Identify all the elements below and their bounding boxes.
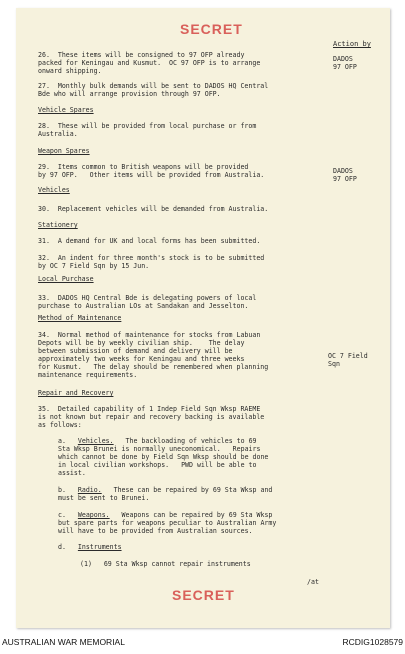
para-32-line-1: 32. An indent for three month's stock is to be submitted [38, 254, 265, 262]
sub-item-a [58, 437, 257, 445]
sub-item-b [58, 486, 272, 494]
para-34-action-1: OC 7 Field [328, 352, 368, 360]
para-34-line-1: 34. Normal method of maintenance for stocks from Labuan [38, 331, 261, 339]
para-33-line-1: 33. DADOS HQ Central Bde is delegating powers of local [38, 294, 257, 302]
para-26-action-2: 97 OFP [333, 63, 357, 71]
heading-method-of-maintenance: Method of Maintenance [38, 314, 122, 322]
para-27-line-2: Bde who will arrange provision through 97 OFP. [38, 90, 221, 98]
sub-item-c-line-3: will have to be provided from Australian sources. [58, 527, 253, 535]
heading-vehicles: Vehicles [38, 186, 70, 194]
para-35-line-2: is not known but repair and recovery backing is available [38, 413, 265, 421]
continuation-mark: /at [307, 578, 319, 586]
para-29-line-2: by 97 OFP. Other items will be provided from Australia. [38, 171, 265, 179]
para-34-line-6: maintenance requirements. [38, 371, 138, 379]
para-26-line-2: packed for Keningau and Kusmut. OC 97 OFP is to arrange [38, 59, 261, 67]
para-26-action-1: DADOS [333, 55, 353, 63]
sub-item-b-text: These can be repaired by 69 Sta Wksp and [101, 486, 273, 494]
sub-item-c-label: c. [58, 511, 66, 519]
para-35-line-3: as follows: [38, 421, 82, 429]
heading-repair-and-recovery: Repair and Recovery [38, 389, 114, 397]
heading-stationery: Stationery [38, 221, 78, 229]
sub-item-c-line-2: but spare parts for weapons peculiar to Australian Army [58, 519, 277, 527]
heading-vehicle-spares: Vehicle Spares [38, 106, 94, 114]
secret-stamp-top: SECRET [180, 21, 243, 37]
para-34-line-3: between submission of demand and delivery will be [38, 347, 233, 355]
sub-item-a-text: The backloading of vehicles to 69 [113, 437, 257, 445]
para-26-line-3: onward shipping. [38, 67, 102, 75]
para-30-line-1: 30. Replacement vehicles will be demanded from Australia. [38, 205, 269, 213]
para-31-line-1: 31. A demand for UK and local forms has been submitted. [38, 237, 261, 245]
sub-item-a-line-4: in local civilian workshops. PWD will be able to [58, 461, 257, 469]
para-34-action-2: Sqn [328, 360, 340, 368]
sub-item-d-1: (1) 69 Sta Wksp cannot repair instruments [80, 560, 251, 568]
sub-item-d [58, 543, 122, 551]
para-28-line-1: 28. These will be provided from local purchase or from [38, 122, 257, 130]
para-29-action-1: DADOS [333, 167, 353, 175]
sub-item-a-heading: Vehicles. [77, 437, 114, 445]
sub-item-b-heading: Radio. [77, 486, 102, 494]
action-by-header: Action by [333, 40, 371, 48]
para-29-action-2: 97 OFP [333, 175, 357, 183]
footer-record-id: RCDIG1028579 [342, 637, 403, 647]
sub-item-a-label: a. [58, 437, 66, 445]
para-27-line-1: 27. Monthly bulk demands will be sent to DADOS HQ Central [38, 82, 269, 90]
heading-weapon-spares: Weapon Spares [38, 147, 90, 155]
para-28-line-2: Australia. [38, 130, 78, 138]
para-26-line-1: 26. These items will be consigned to 97 OFP already [38, 51, 245, 59]
para-34-line-5: for Kusmut. The delay should be remembered when planning [38, 363, 269, 371]
para-33-line-2: purchase to Australian LOs at Sandakan and Jesselton. [38, 302, 249, 310]
sub-item-d-label: d. [58, 543, 66, 551]
sub-item-c-text: Weapons can be repaired by 69 Sta Wksp [109, 511, 273, 519]
sub-item-a-line-5: assist. [58, 469, 86, 477]
sub-item-c [58, 511, 272, 519]
para-35-line-1: 35. Detailed capability of 1 Indep Field Sqn Wksp RAEME [38, 405, 261, 413]
heading-local-purchase: Local Purchase [38, 275, 94, 283]
sub-item-a-line-3: which cannot be done by Field Sqn Wksp should be done [58, 453, 269, 461]
footer-institution: AUSTRALIAN WAR MEMORIAL [2, 637, 125, 647]
para-34-line-2: Depots will be by weekly civilian ship. The delay [38, 339, 245, 347]
sub-item-b-line-2: must be sent to Brunei. [58, 494, 150, 502]
sub-item-c-heading: Weapons. [77, 511, 110, 519]
sub-item-a-line-2: Sta Wksp Brunei is normally uneconomical. Repairs [58, 445, 261, 453]
sub-item-b-label: b. [58, 486, 66, 494]
secret-stamp-bottom: SECRET [172, 587, 235, 603]
para-34-line-4: approximately two weeks for Keningau and three weeks [38, 355, 245, 363]
sub-item-d-heading: Instruments [77, 543, 122, 551]
para-29-line-1: 29. Items common to British weapons will be provided [38, 163, 249, 171]
para-32-line-2: by OC 7 Field Sqn by 15 Jun. [38, 262, 150, 270]
